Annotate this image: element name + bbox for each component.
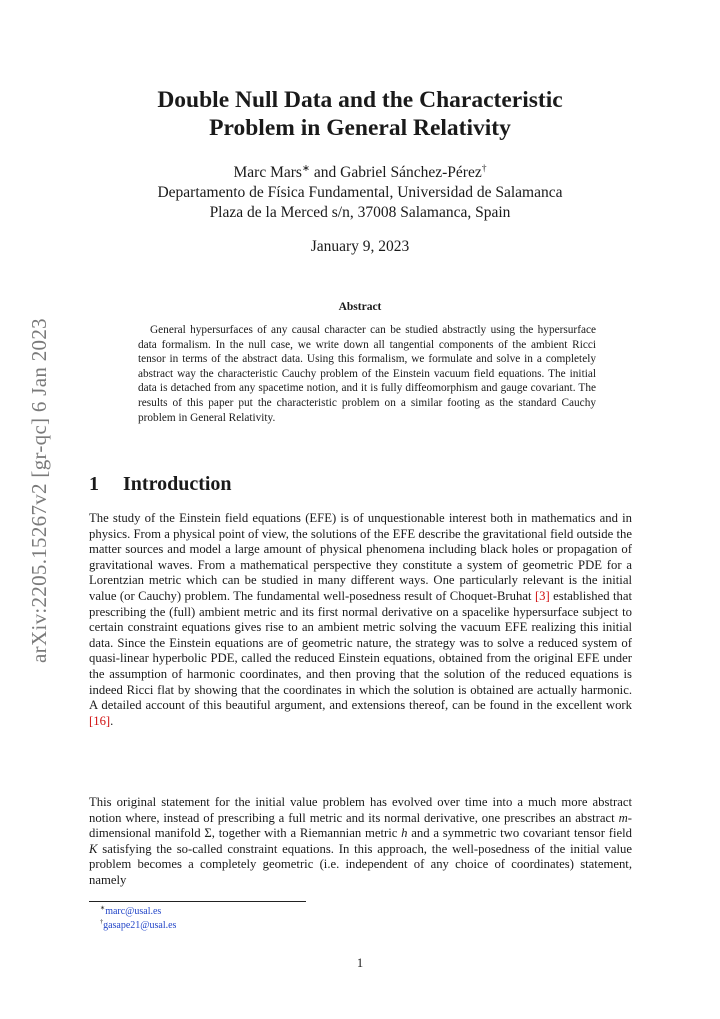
footnote-email-link-2[interactable]: gasape21@usal.es: [103, 920, 177, 931]
page-number: 1: [356, 956, 364, 970]
math-variable-m: m: [618, 810, 628, 825]
footnote-divider: [89, 901, 306, 902]
section-title: Introduction: [123, 473, 232, 495]
paper-title: [90, 86, 630, 142]
citation-link-3[interactable]: [3]: [534, 588, 550, 603]
paragraph-2-text-d: satisfying the so-called constraint equations. In this approach, the well-posedness of the initial value problem becomes a completely geometric (i.e. independent of any choice of coordinates) statement, namely: [89, 841, 632, 887]
footnote-1: [100, 905, 176, 919]
footnote-1-mark: ∗: [100, 904, 106, 912]
author-block: [90, 163, 630, 223]
section-number: 1: [89, 473, 99, 495]
introduction-paragraph-1: [89, 511, 632, 729]
arxiv-identifier-text: arXiv:2205.15267v2 [gr-qc] 6 Jan 2023: [26, 317, 51, 663]
paragraph-1-text-a: The study of the Einstein field equations (EFE) is of unquestionable interest both in mathematics and in physics. From a physical point of view, the solutions of the EFE describe the gravitational field outside the matter sources and model a large amount of physical phenomena including black holes or propagation of gravitational waves. From a mathematical perspective they constitute a system of geometric PDE for a Lorentzian metric which can be studied in many different ways. One particularly relevant is the initial value (or Cauchy) problem. The fundamental well-posedness result of Choquet-Bruhat: [89, 511, 632, 603]
title-line-2: Problem in General Relativity: [209, 115, 511, 141]
affiliation-line-1: Departamento de Física Fundamental, Universidad de Salamanca: [157, 184, 563, 201]
math-variable-k: K: [89, 841, 98, 856]
title-line-1: Double Null Data and the Characteristic: [157, 87, 563, 113]
paragraph-2-text-a: This original statement for the initial value problem has evolved over time into a much more abstract notion where, instead of prescribing a full metric and its normal derivative, one prescribes an abstract: [89, 795, 632, 825]
author-2-footnote-mark: †: [481, 162, 487, 174]
footnote-2-mark: †: [100, 918, 104, 926]
author-1: Marc Mars: [233, 164, 302, 181]
math-variable-h: h: [401, 826, 408, 841]
author-connector: and: [309, 164, 341, 181]
footnote-2: [100, 919, 176, 933]
introduction-paragraph-2: [89, 795, 632, 889]
paragraph-1-text-c: .: [110, 713, 114, 728]
paragraph-2-text-c: and a symmetric two covariant tensor field: [407, 826, 632, 841]
paragraph-1-text-b: established that prescribing the (full) ambient metric and its first normal derivative on a spacelike hypersurface subject to certain constraint equations gives rise to an ambient metric solving the vacuum EFE realizing this initial data. Since the Einstein equations are of geometric nature, the strategy was to solve a reduced system of quasi-linear hyperbolic PDE, called the reduced Einstein equations, obtained from the original EFE under the assumption of harmonic coordinates, and then proving that the solution of the reduced equations is indeed Ricci flat by showing that the coordinates in which the solution is obtained are actually harmonic. A detailed account of this beautiful argument, and extensions thereof, can be found in the excellent work: [89, 588, 632, 713]
author-2: Gabriel Sánchez-Pérez: [340, 164, 482, 181]
abstract-body: General hypersurfaces of any causal character can be studied abstractly using the hypersurface data formalism. In the null case, we write down all tangential components of the ambient Ricci tensor in terms of the abstract data. Using this formalism, we formulate and solve in a completely abstract way the characteristic Cauchy problem of the Einstein vacuum field equations. The initial data is detached from any spacetime notion, and it is fully diffeomorphism and gauge covariant. The results of this paper put the characteristic problem on a similar footing as the standard Cauchy problem in General Relativity.: [138, 324, 596, 424]
arxiv-identifier-stamp: [14, 290, 64, 690]
affiliation-line-2: Plaza de la Merced s/n, 37008 Salamanca, Spain: [209, 204, 511, 221]
paragraph-2-text-b: -dimensional manifold Σ, together with a Riemannian metric: [89, 810, 632, 841]
section-heading-introduction: [89, 473, 232, 496]
paper-date: January 9, 2023: [310, 238, 410, 255]
author-names: [90, 163, 630, 183]
footnote-email-link-1[interactable]: marc@usal.es: [105, 906, 162, 917]
footnotes: [100, 905, 176, 933]
abstract-heading: Abstract: [338, 301, 382, 313]
citation-link-16[interactable]: [16]: [89, 713, 111, 728]
author-1-footnote-mark: ∗: [301, 162, 310, 174]
